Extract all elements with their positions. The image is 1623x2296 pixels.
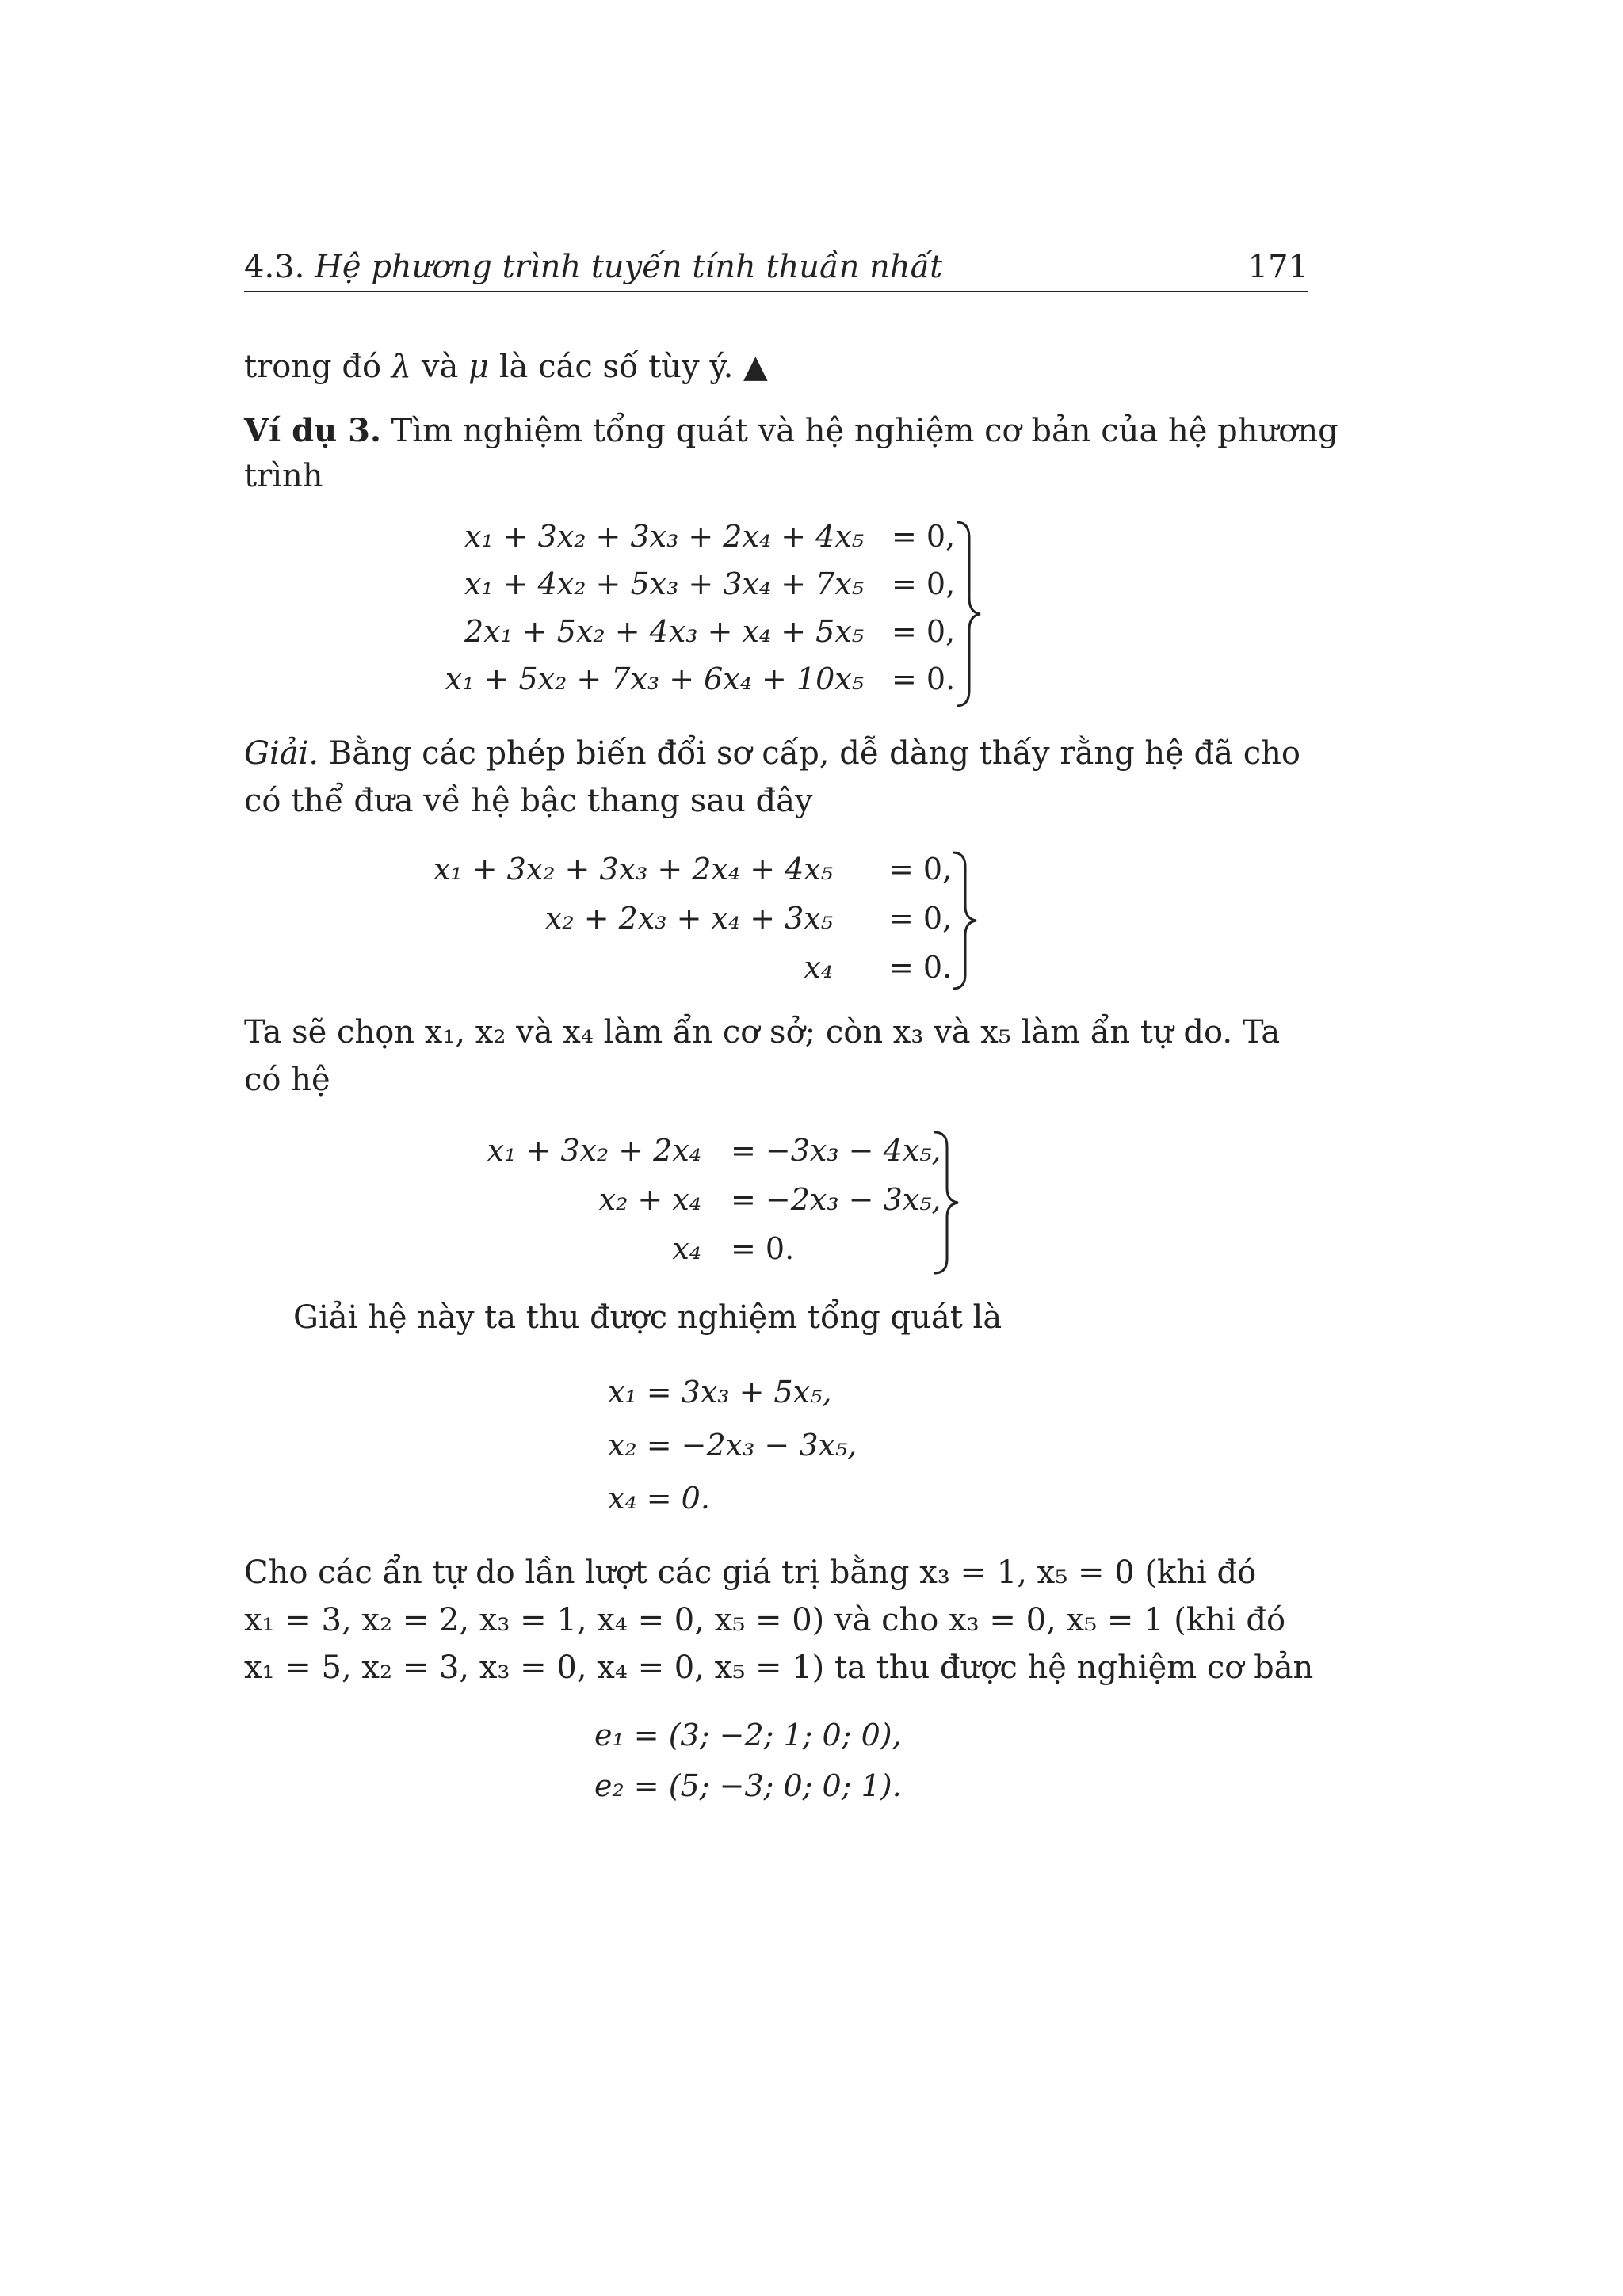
example-line-2: trình bbox=[244, 458, 323, 494]
intro-prefix: trong đó bbox=[244, 349, 382, 385]
system3-row1-lhs: x₁ + 3x₂ + 2x₄ bbox=[487, 1133, 701, 1168]
system2-row2-lhs: x₂ + 2x₃ + x₄ + 3x₅ bbox=[544, 901, 833, 936]
free-values-line-2: x₁ = 3, x₂ = 2, x₃ = 1, x₄ = 0, x₅ = 0) và cho x₃ = 0, x₅ = 1 (khi đó bbox=[244, 1602, 1286, 1638]
solution-line-2: có thể đưa về hệ bậc thang sau đây bbox=[244, 783, 813, 819]
system3-row2-rhs: = −2x₃ − 3x₅, bbox=[731, 1182, 941, 1217]
section-title-text: Hệ phương trình tuyến tính thuần nhất bbox=[315, 249, 943, 285]
right-brace-icon bbox=[949, 849, 981, 992]
example-label: Ví dụ 3. bbox=[244, 412, 381, 449]
system2-row3-rhs: = 0. bbox=[888, 950, 953, 985]
system1-row3-lhs: 2x₁ + 5x₂ + 4x₃ + x₄ + 5x₅ bbox=[464, 614, 864, 649]
basis-vector-1: e₁ = (3; −2; 1; 0; 0), bbox=[594, 1718, 902, 1753]
right-brace-icon bbox=[953, 519, 985, 709]
intro-and: và bbox=[421, 349, 459, 385]
system1-row4-rhs: = 0. bbox=[892, 662, 956, 696]
system1-row1-lhs: x₁ + 3x₂ + 3x₃ + 2x₄ + 4x₅ bbox=[464, 519, 864, 554]
system1-row2-lhs: x₁ + 4x₂ + 5x₃ + 3x₄ + 7x₅ bbox=[464, 566, 864, 601]
free-values-line-3: x₁ = 5, x₂ = 3, x₃ = 0, x₄ = 0, x₅ = 1) ta thu được hệ nghiệm cơ bản bbox=[244, 1650, 1314, 1686]
system3-row3-rhs: = 0. bbox=[731, 1231, 795, 1266]
general-solution-row-3: x₄ = 0. bbox=[608, 1481, 710, 1516]
system2-row1-rhs: = 0, bbox=[888, 852, 953, 887]
page-number: 171 bbox=[1247, 249, 1308, 285]
general-solution-row-1: x₁ = 3x₃ + 5x₅, bbox=[608, 1375, 832, 1409]
free-values-line-1: Cho các ẩn tự do lần lượt các giá trị bằng x₃ = 1, x₅ = 0 (khi đó bbox=[244, 1554, 1257, 1591]
right-brace-icon bbox=[931, 1129, 963, 1276]
choose-line-1: Ta sẽ chọn x₁, x₂ và x₄ làm ẩn cơ sở; còn x₃ và x₅ làm ẩn tự do. Ta bbox=[244, 1014, 1281, 1051]
mu-symbol: μ bbox=[468, 349, 490, 385]
system2-row1-lhs: x₁ + 3x₂ + 3x₃ + 2x₄ + 4x₅ bbox=[433, 852, 833, 887]
intro-line bbox=[244, 349, 768, 385]
choose-line-2: có hệ bbox=[244, 1062, 330, 1098]
system3-row2-lhs: x₂ + x₄ bbox=[598, 1182, 701, 1217]
system1-row1-rhs: = 0, bbox=[892, 519, 956, 554]
example-line-1 bbox=[244, 412, 1338, 449]
intro-suffix: là các số tùy ý. bbox=[498, 349, 734, 385]
header-rule bbox=[244, 291, 1308, 292]
system1-row3-rhs: = 0, bbox=[892, 614, 956, 649]
system2-row2-rhs: = 0, bbox=[888, 901, 953, 936]
solution-label: Giải. bbox=[244, 735, 319, 772]
system2-row3-lhs: x₄ bbox=[804, 950, 833, 985]
section-title bbox=[244, 249, 942, 285]
system1-row2-rhs: = 0, bbox=[892, 566, 956, 601]
general-solution-row-2: x₂ = −2x₃ − 3x₅, bbox=[608, 1428, 857, 1463]
section-number: 4.3. bbox=[244, 249, 305, 285]
end-of-proof-mark: ▲ bbox=[743, 349, 768, 385]
example-text: Tìm nghiệm tổng quát và hệ nghiệm cơ bản của hệ phương bbox=[391, 413, 1338, 449]
general-intro: Giải hệ này ta thu được nghiệm tổng quát là bbox=[293, 1299, 1002, 1336]
running-header bbox=[244, 249, 1308, 288]
lambda-symbol: λ bbox=[391, 349, 412, 385]
basis-vector-2: e₂ = (5; −3; 0; 0; 1). bbox=[594, 1768, 902, 1803]
solution-text: Bằng các phép biến đổi sơ cấp, dễ dàng thấy rằng hệ đã cho bbox=[328, 735, 1300, 772]
system3-row3-lhs: x₄ bbox=[672, 1231, 701, 1266]
system1-row4-lhs: x₁ + 5x₂ + 7x₃ + 6x₄ + 10x₅ bbox=[445, 662, 864, 696]
system3-row1-rhs: = −3x₃ − 4x₅, bbox=[731, 1133, 941, 1168]
solution-line-1 bbox=[244, 735, 1300, 772]
